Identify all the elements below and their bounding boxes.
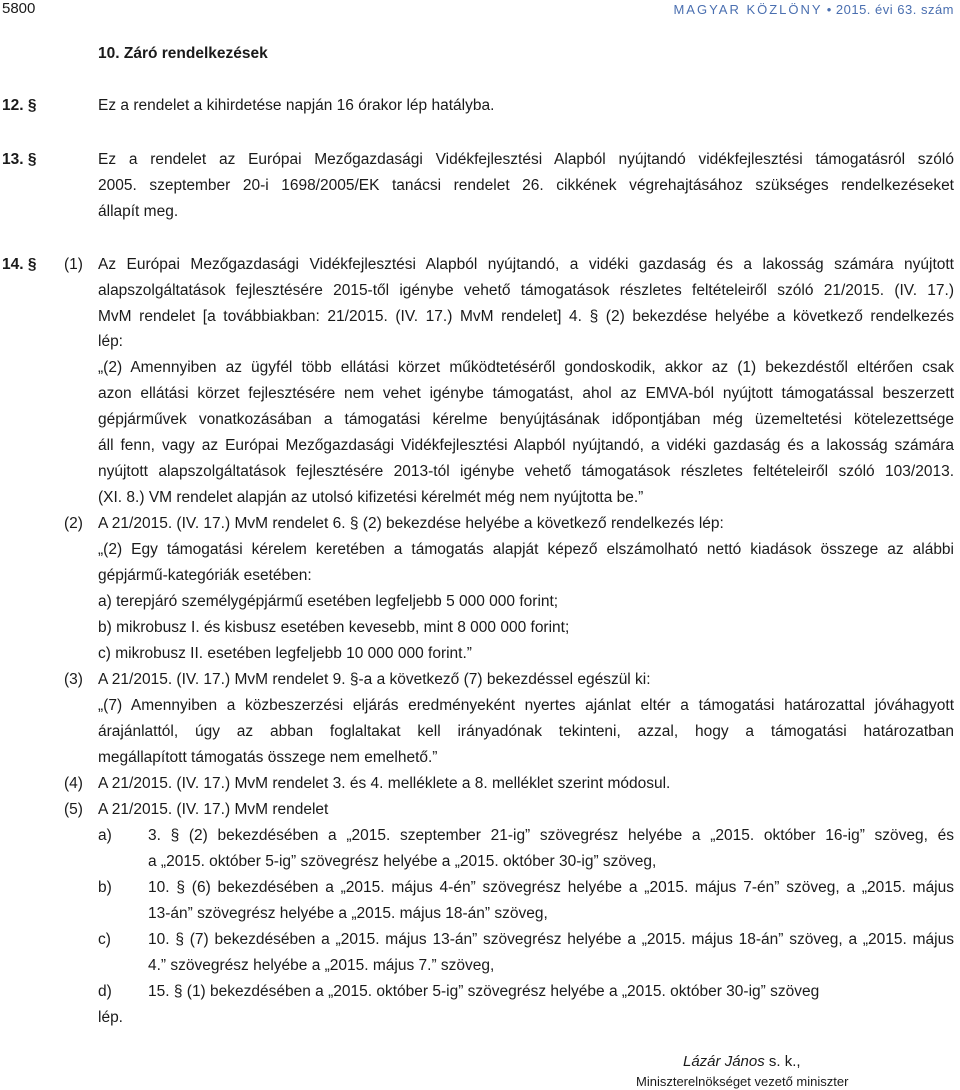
subsection-4-line-1: A 21/2015. (IV. 17.) MvM rendelet 3. és 4. melléklete a 8. melléklet szerint módosul. — [98, 775, 671, 792]
paragraph-14-number: 14. § — [2, 256, 37, 273]
issue-info: • 2015. évi 63. szám — [826, 2, 954, 17]
subsection-5-label: (5) — [64, 801, 83, 818]
paragraph-12-number: 12. § — [2, 97, 37, 114]
journal-name: MAGYAR KÖZLÖNY — [673, 2, 823, 17]
quote-1-line-2: azon ellátási körzet fejlesztésére nem vehet igénybe támogatást, ahol az EMVA-ból nyújtott támogatással beszerzett — [98, 385, 954, 402]
item-c-line-1: 10. § (7) bekezdésében a „2015. május 13-án” szövegrész helyébe a „2015. május 18-án” szöveg, a „2015. május — [148, 931, 954, 948]
paragraph-13-number: 13. § — [2, 151, 37, 168]
item-d-line-1: 15. § (1) bekezdésében a „2015. október 5-ig” szövegrész helyébe a „2015. október 30-ig” szöveg — [148, 983, 820, 1000]
page-number: 5800 — [2, 0, 36, 17]
item-a-line-1: 3. § (2) bekezdésében a „2015. szeptember 21-ig” szövegrész helyébe a „2015. október 16-ig” szöveg, és — [148, 827, 954, 844]
signature-suffix: s. k., — [764, 1053, 801, 1070]
paragraph-12-text: Ez a rendelet a kihirdetése napján 16 órakor lép hatályba. — [98, 97, 495, 114]
subsection-1-line-4: lép: — [98, 333, 123, 350]
quote-2-item-b: b) mikrobusz I. és kisbusz esetében kevesebb, mint 8 000 000 forint; — [98, 619, 570, 636]
item-d-label: d) — [98, 983, 112, 1000]
subsection-5-line-1: A 21/2015. (IV. 17.) MvM rendelet — [98, 801, 329, 818]
subsection-1-line-2: alapszolgáltatások fejlesztésére 2015-től igénybe vehető támogatások részletes feltételeiről szóló 21/2015. (IV. 17.) — [98, 282, 954, 299]
subsection-1-line-1: Az Európai Mezőgazdasági Vidékfejlesztési Alapból nyújtandó, a vidéki gazdaság és a lakosság számára nyújtott — [98, 256, 954, 273]
item-b-line-1: 10. § (6) bekezdésében a „2015. május 4-én” szövegrész helyébe a „2015. május 7-én” szöveg, a „2015. május — [148, 879, 954, 896]
signatory-name: Lázár János — [683, 1053, 765, 1070]
subsection-2-label: (2) — [64, 515, 83, 532]
item-b-line-2: 13-án” szövegrész helyébe a „2015. május 18-án” szöveg, — [148, 905, 548, 922]
signatory-title: Miniszterelnökséget vezető miniszter — [636, 1074, 849, 1089]
section-title: 10. Záró rendelkezések — [98, 45, 268, 62]
quote-1-line-3: gépjárművek vonatkozásában a támogatási kérelme benyújtásának időpontjában még üzemeltetési kötelezettsége — [98, 411, 954, 428]
item-a-line-2: a „2015. október 5-ig” szövegrész helyébe a „2015. október 30-ig” szöveg, — [148, 853, 657, 870]
subsection-4-label: (4) — [64, 775, 83, 792]
paragraph-13-line-2: 2005. szeptember 20-i 1698/2005/EK tanácsi rendelet 26. cikkének végrehajtásához szükséges rendelkezéseket — [98, 177, 954, 194]
quote-2-item-a: a) terepjáró személygépjármű esetében legfeljebb 5 000 000 forint; — [98, 593, 559, 610]
quote-3-line-1: „(7) Amennyiben a közbeszerzési eljárás eredményeként nyertes ajánlat eltér a támogatási határozattal jóváhagyott — [98, 697, 954, 714]
quote-2-line-2: gépjármű-kategóriák esetében: — [98, 567, 312, 584]
item-c-line-2: 4.” szövegrész helyébe a „2015. május 7.” szöveg, — [148, 957, 495, 974]
journal-info — [673, 2, 954, 17]
page-header — [0, 0, 960, 20]
subsection-2-line-1: A 21/2015. (IV. 17.) MvM rendelet 6. § (2) bekezdése helyébe a következő rendelkezés lép: — [98, 515, 724, 532]
item-c-label: c) — [98, 931, 111, 948]
quote-1-line-5: nyújtott alapszolgáltatások fejlesztésére 2013-tól igénybe vehető támogatások részletes feltételeiről szóló 103/2013. — [98, 463, 954, 480]
item-b-label: b) — [98, 879, 112, 896]
quote-1-line-4: áll fenn, vagy az Európai Mezőgazdasági Vidékfejlesztési Alapból nyújtandó, a vidéki gazdaság és a lakosság számára — [98, 437, 954, 454]
quote-2-line-1: „(2) Egy támogatási kérelem keretében a támogatás alapját képező elszámolható nettó kiadások összege az alábbi — [98, 541, 954, 558]
subsection-3-line-1: A 21/2015. (IV. 17.) MvM rendelet 9. §-a a következő (7) bekezdéssel egészül ki: — [98, 671, 651, 688]
quote-2-item-c: c) mikrobusz II. esetében legfeljebb 10 000 000 forint.” — [98, 645, 472, 662]
quote-1-line-1: „(2) Amennyiben az ügyfél több ellátási körzet működtetéséről gondoskodik, akkor az (1) bekezdéstől eltérően csak — [98, 359, 954, 376]
closing-lep: lép. — [98, 1009, 123, 1026]
quote-3-line-2: árajánlattól, úgy az abban foglaltakat kell irányadónak tekinteni, azzal, hogy a támogatási határozatban — [98, 723, 954, 740]
subsection-1-label: (1) — [64, 256, 83, 273]
subsection-1-line-3: MvM rendelet [a továbbiakban: 21/2015. (IV. 17.) MvM rendelet] 4. § (2) bekezdése helyébe a következő rendelkezés — [98, 308, 954, 325]
quote-3-line-3: megállapított támogatás összege nem emelhető.” — [98, 749, 438, 766]
signature — [683, 1053, 801, 1070]
item-a-label: a) — [98, 827, 112, 844]
quote-1-line-6: (XI. 8.) VM rendelet alapján az utolsó kifizetési kérelmét még nem nyújtotta be.” — [98, 489, 644, 506]
paragraph-13-line-1: Ez a rendelet az Európai Mezőgazdasági Vidékfejlesztési Alapból nyújtandó vidékfejlesztési támogatásról szóló — [98, 151, 954, 168]
subsection-3-label: (3) — [64, 671, 83, 688]
paragraph-13-line-3: állapít meg. — [98, 203, 179, 220]
